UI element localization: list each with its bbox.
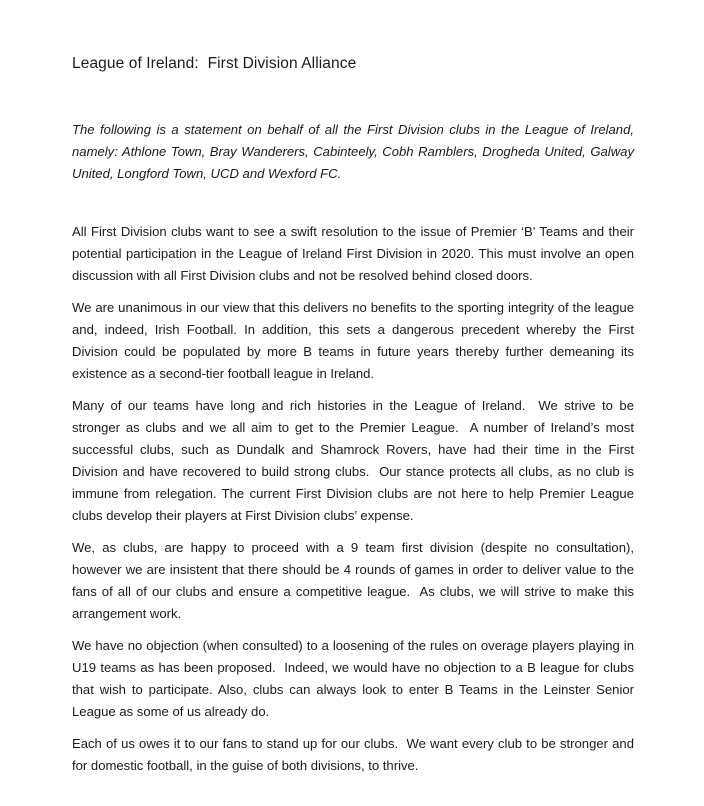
paragraph-overage-players: We have no objection (when consulted) to a loosening of the rules on overage players playing in U19 teams as has been proposed. Indeed, we would have no objection to a B league for clubs that wish to participate. Also, clubs can always look to enter B Teams in the Leinster Senior League as some of us already do. <box>72 638 638 719</box>
paragraph-closing: Each of us owes it to our fans to stand up for our clubs. We want every club to be stronger and for domestic football, in the guise of both divisions, to thrive. <box>72 736 638 773</box>
paragraph-premier-b-teams: All First Division clubs want to see a swift resolution to the issue of Premier ‘B’ Teams and their potential participation in the League of Ireland First Division in 2020. This must involve an open discussion with all First Division clubs and not be resolved behind closed doors. <box>72 224 638 283</box>
paragraph-sporting-integrity: We are unanimous in our view that this delivers no benefits to the sporting integrity of the league and, indeed, Irish Football. In addition, this sets a dangerous precedent whereby the First Division could be populated by more B teams in future years thereby further demeaning its existence as a second-tier football league in Ireland. <box>72 300 638 381</box>
statement-body <box>72 221 638 787</box>
intro-statement: The following is a statement on behalf of all the First Division clubs in the League of Ireland, namely: Athlone Town, Bray Wanderers, Cabinteely, Cobh Ramblers, Drogheda United, Galway United, Longford Town, UCD and Wexford FC. <box>72 122 634 181</box>
paragraph-club-histories: Many of our teams have long and rich histories in the League of Ireland. We strive to be stronger as clubs and we all aim to get to the Premier League. A number of Ireland’s most successful clubs, such as Dundalk and Shamrock Rovers, have had their time in the First Division and have recovered to build strong clubs. Our stance protects all clubs, as no club is immune from relegation. The current First Division clubs are not here to help Premier League clubs develop their players at First Division clubs’ expense. <box>72 398 638 523</box>
document-title: League of Ireland: First Division Alliance <box>72 55 357 72</box>
paragraph-nine-team-division: We, as clubs, are happy to proceed with a 9 team first division (despite no consultation), however we are insistent that there should be 4 rounds of games in order to deliver value to the fans of all of our clubs and ensure a competitive league. As clubs, we will strive to make this arrangement work. <box>72 540 638 621</box>
